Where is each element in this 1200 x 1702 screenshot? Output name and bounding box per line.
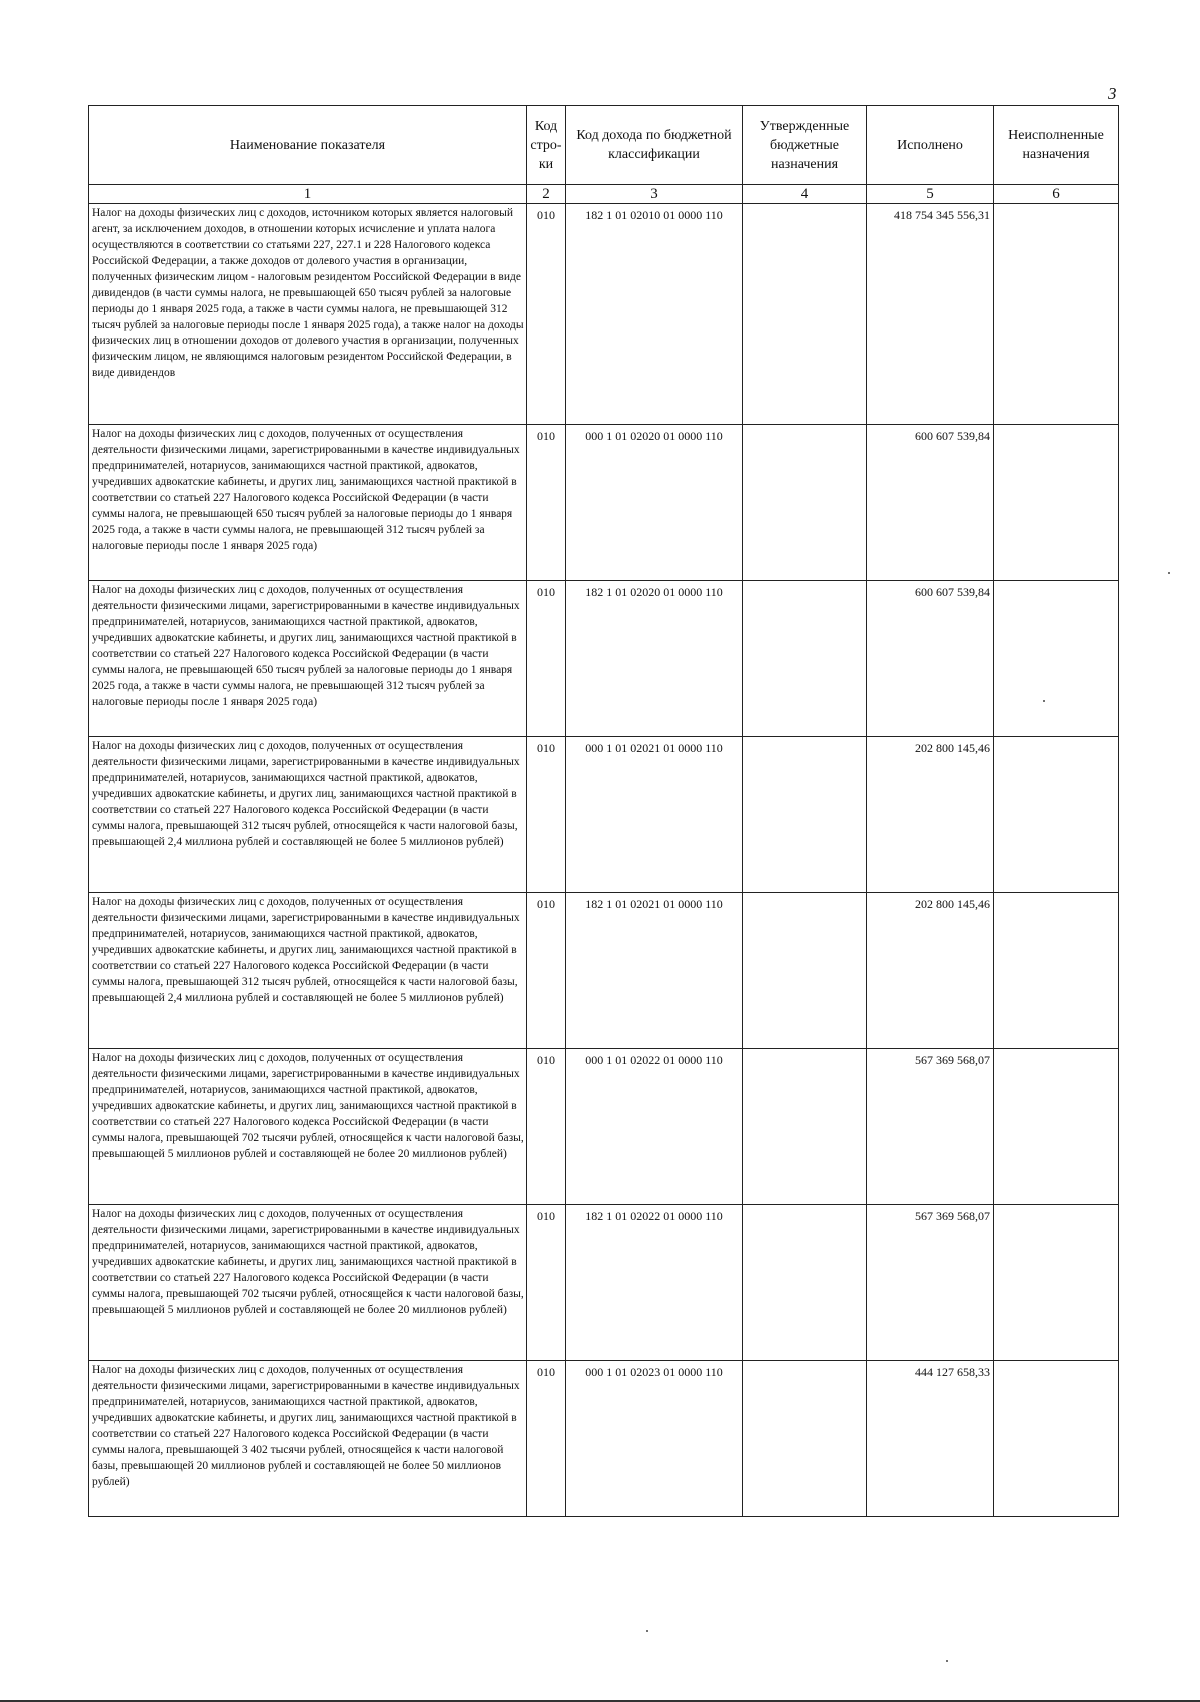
header-unexecuted: Неисполненные назначения [994,106,1119,185]
executed-amount: 600 607 539,84 [867,425,994,581]
indicator-name: Налог на доходы физических лиц с доходов, полученных от осуществления деятельности физическими лицами, зарегистрированными в качестве индивидуальных предпринимателей, нотариусов, занимающихся частной практикой, адвокатов, учредивших адвокатские кабинеты, и других лиц, занимающихся частной практикой в соответствии со статьей 227 Налогового кодекса Российской Федерации (в части суммы налога, превышающей 702 тысячи рублей, относящейся к части налоговой базы, превышающей 5 миллионов рублей и составляющей не более 20 миллионов рублей) [89,1049,527,1205]
header-executed: Исполнено [867,106,994,185]
unexecuted-amount [994,425,1119,581]
table-row [89,204,1119,425]
scan-speck [1168,572,1170,574]
income-code: 182 1 01 02021 01 0000 110 [566,893,743,1049]
column-number: 1 [89,185,527,204]
header-indicator-name: Наименование показателя [89,106,527,185]
approved-amount [743,581,867,737]
unexecuted-amount [994,893,1119,1049]
line-code: 010 [527,1205,566,1361]
table-row [89,737,1119,893]
line-code: 010 [527,425,566,581]
column-number: 5 [867,185,994,204]
column-number: 2 [527,185,566,204]
income-code: 000 1 01 02022 01 0000 110 [566,1049,743,1205]
scan-speck [946,1660,948,1662]
budget-execution-table [88,105,1119,1517]
executed-amount: 567 369 568,07 [867,1205,994,1361]
unexecuted-amount [994,737,1119,893]
line-code: 010 [527,893,566,1049]
column-number: 4 [743,185,867,204]
header-approved: Утвержденные бюджетные назначения [743,106,867,185]
income-code: 182 1 01 02022 01 0000 110 [566,1205,743,1361]
approved-amount [743,1361,867,1517]
indicator-name: Налог на доходы физических лиц с доходов, полученных от осуществления деятельности физическими лицами, зарегистрированными в качестве индивидуальных предпринимателей, нотариусов, занимающихся частной практикой, адвокатов, учредивших адвокатские кабинеты, и других лиц, занимающихся частной практикой в соответствии со статьей 227 Налогового кодекса Российской Федерации (в части суммы налога, превышающей 312 тысяч рублей, относящейся к части налоговой базы, превышающей 2,4 миллиона рублей и составляющей не более 5 миллионов рублей) [89,737,527,893]
indicator-name: Налог на доходы физических лиц с доходов, полученных от осуществления деятельности физическими лицами, зарегистрированными в качестве индивидуальных предпринимателей, нотариусов, занимающихся частной практикой, адвокатов, учредивших адвокатские кабинеты, и других лиц, занимающихся частной практикой в соответствии со статьей 227 Налогового кодекса Российской Федерации (в части суммы налога, не превышающей 650 тысяч рублей за налоговые периоды до 1 января 2025 года, а также в части суммы налога, не превышающей 312 тысяч рублей за налоговые периоды после 1 января 2025 года) [89,425,527,581]
table-row [89,425,1119,581]
approved-amount [743,204,867,425]
header-row [89,106,1119,185]
unexecuted-amount [994,1361,1119,1517]
indicator-name: Налог на доходы физических лиц с доходов, полученных от осуществления деятельности физическими лицами, зарегистрированными в качестве индивидуальных предпринимателей, нотариусов, занимающихся частной практикой, адвокатов, учредивших адвокатские кабинеты, и других лиц, занимающихся частной практикой в соответствии со статьей 227 Налогового кодекса Российской Федерации (в части суммы налога, превышающей 702 тысячи рублей, относящейся к части налоговой базы, превышающей 5 миллионов рублей и составляющей не более 20 миллионов рублей) [89,1205,527,1361]
indicator-name: Налог на доходы физических лиц с доходов, полученных от осуществления деятельности физическими лицами, зарегистрированными в качестве индивидуальных предпринимателей, нотариусов, занимающихся частной практикой, адвокатов, учредивших адвокатские кабинеты, и других лиц, занимающихся частной практикой в соответствии со статьей 227 Налогового кодекса Российской Федерации (в части суммы налога, превышающей 312 тысяч рублей, относящейся к части налоговой базы, превышающей 2,4 миллиона рублей и составляющей не более 5 миллионов рублей) [89,893,527,1049]
unexecuted-amount [994,1049,1119,1205]
scan-speck [1043,700,1045,702]
column-number-row [89,185,1119,204]
income-code: 000 1 01 02023 01 0000 110 [566,1361,743,1517]
approved-amount [743,737,867,893]
executed-amount: 202 800 145,46 [867,893,994,1049]
line-code: 010 [527,581,566,737]
income-code: 000 1 01 02021 01 0000 110 [566,737,743,893]
header-income-code: Код дохода по бюджетной классификации [566,106,743,185]
column-number: 3 [566,185,743,204]
unexecuted-amount [994,204,1119,425]
executed-amount: 418 754 345 556,31 [867,204,994,425]
indicator-name: Налог на доходы физических лиц с доходов, полученных от осуществления деятельности физическими лицами, зарегистрированными в качестве индивидуальных предпринимателей, нотариусов, занимающихся частной практикой, адвокатов, учредивших адвокатские кабинеты, и других лиц, занимающихся частной практикой в соответствии со статьей 227 Налогового кодекса Российской Федерации (в части суммы налога, превышающей 3 402 тысячи рублей, относящейся к части налоговой базы, превышающей 20 миллионов рублей и составляющей не более 50 миллионов рублей) [89,1361,527,1517]
line-code: 010 [527,1049,566,1205]
indicator-name: Налог на доходы физических лиц с доходов, источником которых является налоговый агент, за исключением доходов, в отношении которых исчисление и уплата налога осуществляются в соответствии со статьями 227, 227.1 и 228 Налогового кодекса Российской Федерации, а также доходов от долевого участия в организации, полученных физическим лицом - налоговым резидентом Российской Федерации в виде дивидендов (в части суммы налога, не превышающей 650 тысяч рублей за налоговые периоды до 1 января 2025 года, а также в части суммы налога, не превышающей 312 тысяч рублей за налоговые периоды после 1 января 2025 года), а также налог на доходы физических лиц в отношении доходов от долевого участия в организации, полученных физическим лицом, не являющимся налоговым резидентом Российской Федерации, в виде дивидендов [89,204,527,425]
table-row [89,893,1119,1049]
line-code: 010 [527,204,566,425]
page-number: 3 [1108,84,1117,103]
executed-amount: 600 607 539,84 [867,581,994,737]
income-code: 000 1 01 02020 01 0000 110 [566,425,743,581]
approved-amount [743,425,867,581]
table-row [89,1049,1119,1205]
table-row [89,1205,1119,1361]
executed-amount: 444 127 658,33 [867,1361,994,1517]
approved-amount [743,1049,867,1205]
scan-speck [646,1630,648,1632]
approved-amount [743,1205,867,1361]
table-row [89,1361,1119,1517]
income-code: 182 1 01 02010 01 0000 110 [566,204,743,425]
executed-amount: 202 800 145,46 [867,737,994,893]
line-code: 010 [527,737,566,893]
table-row [89,581,1119,737]
column-number: 6 [994,185,1119,204]
approved-amount [743,893,867,1049]
indicator-name: Налог на доходы физических лиц с доходов, полученных от осуществления деятельности физическими лицами, зарегистрированными в качестве индивидуальных предпринимателей, нотариусов, занимающихся частной практикой, адвокатов, учредивших адвокатские кабинеты, и других лиц, занимающихся частной практикой в соответствии со статьей 227 Налогового кодекса Российской Федерации (в части суммы налога, не превышающей 650 тысяч рублей за налоговые периоды до 1 января 2025 года, а также в части суммы налога, не превышающей 312 тысяч рублей за налоговые периоды после 1 января 2025 года) [89,581,527,737]
line-code: 010 [527,1361,566,1517]
executed-amount: 567 369 568,07 [867,1049,994,1205]
header-line-code: Код стро-ки [527,106,566,185]
unexecuted-amount [994,581,1119,737]
unexecuted-amount [994,1205,1119,1361]
income-code: 182 1 01 02020 01 0000 110 [566,581,743,737]
